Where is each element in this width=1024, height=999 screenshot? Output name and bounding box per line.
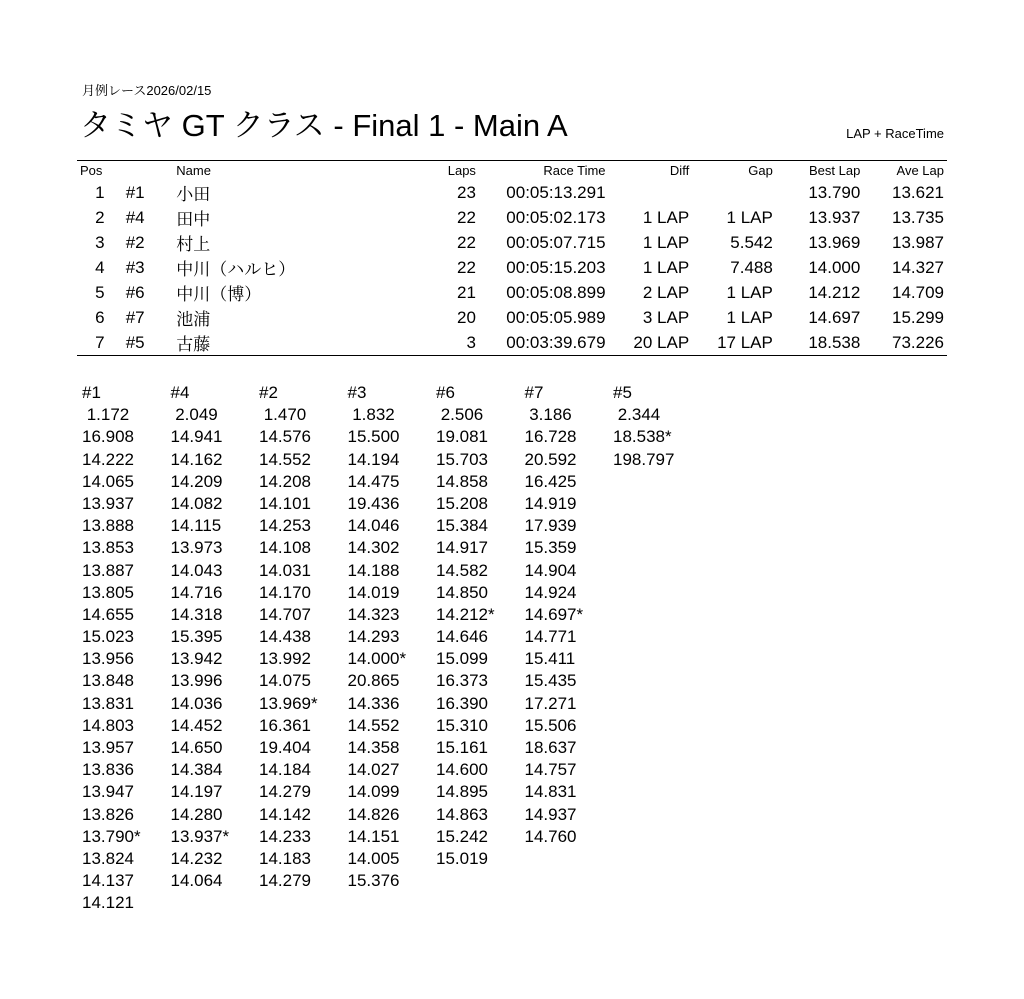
lap-time: 14.043	[170, 560, 223, 580]
lap-time: 14.323	[347, 604, 400, 624]
cell-gap	[692, 180, 776, 205]
lap-time: 14.475	[347, 471, 400, 491]
lap-column	[525, 382, 614, 915]
lap-time: 14.771	[524, 627, 577, 647]
cell-race-time: 00:05:13.291	[506, 182, 606, 202]
cell-pos: 2	[95, 207, 105, 227]
cell-best-lap: 13.969	[808, 232, 861, 252]
lap-column-car: #2	[259, 383, 278, 402]
lap-time: 15.395	[170, 627, 223, 647]
cell-name: 田中	[176, 210, 211, 229]
lap-time: 15.242	[436, 826, 488, 846]
lap-time: 14.036	[170, 693, 223, 713]
cell-car-number: #3	[125, 257, 145, 277]
cell-diff: 1 LAP	[642, 207, 690, 227]
lap-time: 3.186	[524, 405, 572, 425]
lap-time: 14.082	[170, 493, 223, 513]
lap-time: 14.212*	[436, 604, 495, 624]
cell-ave-lap: 13.987	[892, 232, 944, 252]
cell-car-number: #2	[125, 232, 145, 252]
lap-time: 14.576	[259, 427, 311, 447]
cell-ave-lap: 14.327	[892, 257, 944, 277]
lap-time: 13.996	[170, 671, 223, 691]
lap-time: 20.592	[524, 449, 577, 469]
cell-pos: 4	[95, 257, 105, 277]
lap-time: 17.271	[524, 693, 577, 713]
lap-time: 14.065	[82, 471, 134, 491]
lap-time: 13.937	[82, 493, 134, 513]
lap-time: 13.937*	[170, 826, 230, 846]
lap-time: 14.941	[170, 427, 223, 447]
results-header-row	[77, 161, 947, 181]
lap-time: 14.895	[436, 782, 488, 802]
lap-time: 14.293	[347, 627, 400, 647]
lap-time: 16.361	[259, 715, 311, 735]
cell-diff: 3 LAP	[642, 307, 690, 327]
cell-laps: 22	[457, 257, 476, 277]
lap-time: 14.280	[170, 804, 223, 824]
timing-mode: LAP + RaceTime	[846, 126, 944, 141]
event-title: 月例レース2026/02/15	[82, 83, 212, 98]
lap-time: 14.438	[259, 627, 311, 647]
cell-ave-lap: 13.735	[892, 207, 944, 227]
lap-time: 13.942	[170, 649, 223, 669]
lap-time: 13.853	[82, 538, 134, 558]
cell-car-number: #5	[125, 332, 145, 352]
lap-time: 15.161	[436, 738, 488, 757]
lap-time: 18.637	[524, 738, 577, 757]
lap-column	[613, 382, 702, 915]
lap-time: 19.404	[259, 738, 311, 757]
lap-time: 14.452	[170, 715, 223, 735]
col-name: Name	[176, 163, 211, 178]
cell-laps: 3	[466, 332, 476, 352]
lap-time: 14.222	[82, 449, 134, 469]
lap-time: 13.826	[82, 804, 134, 824]
lap-time: 14.552	[259, 449, 311, 469]
lap-time: 14.937	[524, 804, 577, 824]
cell-diff: 1 LAP	[642, 232, 690, 252]
col-race-time: Race Time	[543, 163, 606, 178]
lap-time: 16.728	[524, 427, 577, 447]
lap-time: 19.436	[347, 493, 400, 513]
lap-time: 13.992	[259, 649, 311, 669]
lap-time: 13.824	[82, 848, 134, 868]
cell-laps: 20	[457, 307, 476, 327]
result-row	[77, 180, 947, 205]
lap-time: 15.500	[347, 427, 400, 447]
cell-name: 小田	[176, 185, 211, 204]
result-row	[77, 205, 947, 230]
lap-time: 13.805	[82, 582, 134, 602]
lap-time: 14.924	[524, 582, 577, 602]
lap-time: 14.208	[259, 471, 311, 491]
lap-time: 14.075	[259, 671, 311, 691]
lap-time: 2.344	[613, 405, 661, 425]
lap-time: 15.019	[436, 848, 488, 868]
cell-gap: 5.542	[730, 232, 773, 252]
cell-best-lap: 13.937	[808, 207, 861, 227]
cell-best-lap: 14.697	[808, 307, 861, 327]
lap-time: 14.302	[347, 538, 400, 558]
result-row	[77, 230, 947, 255]
result-row	[77, 330, 947, 356]
lap-column	[436, 382, 525, 915]
cell-pos: 5	[95, 282, 105, 302]
col-ave-lap: Ave Lap	[896, 163, 944, 178]
lap-time: 14.582	[436, 560, 488, 580]
lap-time: 14.162	[170, 449, 223, 469]
lap-time: 14.697*	[524, 604, 584, 624]
lap-time: 15.023	[82, 627, 134, 647]
lap-time: 13.836	[82, 760, 134, 780]
col-pos: Pos	[80, 163, 103, 178]
lap-column-car: #5	[613, 383, 632, 402]
cell-ave-lap: 14.709	[892, 282, 944, 302]
cell-gap: 1 LAP	[726, 282, 773, 302]
lap-time: 1.470	[259, 405, 307, 425]
cell-gap: 17 LAP	[717, 332, 773, 352]
lap-time: 14.142	[259, 804, 311, 824]
lap-column-car: #1	[82, 383, 101, 402]
lap-time: 14.197	[170, 782, 223, 802]
result-row	[77, 280, 947, 305]
lap-time: 13.973	[170, 538, 223, 558]
cell-gap: 7.488	[730, 257, 773, 277]
lap-time: 14.384	[170, 760, 223, 780]
cell-car-number: #7	[125, 307, 145, 327]
cell-ave-lap: 15.299	[892, 307, 944, 327]
lap-time: 14.099	[347, 782, 400, 802]
lap-time: 14.170	[259, 582, 311, 602]
cell-name: 古藤	[176, 335, 211, 354]
lap-time: 15.310	[436, 715, 488, 735]
lap-time: 14.046	[347, 516, 400, 536]
lap-column	[171, 382, 260, 915]
lap-time: 14.233	[259, 826, 311, 846]
lap-time: 20.865	[347, 671, 400, 691]
lap-time: 2.049	[170, 405, 218, 425]
lap-time: 14.760	[524, 826, 577, 846]
cell-race-time: 00:05:02.173	[506, 207, 606, 227]
lap-time: 15.435	[524, 671, 577, 691]
lap-time: 14.757	[524, 760, 577, 780]
lap-column	[82, 382, 171, 915]
lap-time: 16.908	[82, 427, 134, 447]
cell-name: 中川（ハルヒ）	[176, 260, 296, 279]
lap-time: 14.826	[347, 804, 400, 824]
lap-time: 14.850	[436, 582, 488, 602]
lap-time: 15.384	[436, 516, 488, 536]
lap-time: 14.600	[436, 760, 488, 780]
lap-time: 17.939	[524, 516, 577, 536]
lap-time: 16.373	[436, 671, 488, 691]
lap-time: 14.064	[170, 871, 223, 891]
lap-time: 14.115	[170, 516, 222, 536]
cell-car-number: #4	[125, 207, 145, 227]
lap-time: 14.919	[524, 493, 577, 513]
lap-time: 14.194	[347, 449, 400, 469]
lap-time: 14.279	[259, 871, 311, 891]
cell-race-time: 00:03:39.679	[506, 332, 606, 352]
cell-diff: 2 LAP	[642, 282, 690, 302]
lap-column-car: #6	[436, 383, 455, 402]
lap-time: 13.957	[82, 738, 134, 757]
lap-time: 14.552	[347, 715, 400, 735]
cell-race-time: 00:05:15.203	[506, 257, 606, 277]
lap-time: 198.797	[613, 449, 675, 469]
cell-laps: 21	[457, 282, 476, 302]
lap-time: 14.858	[436, 471, 488, 491]
lap-time: 14.137	[82, 871, 134, 891]
col-gap: Gap	[748, 163, 773, 178]
col-diff: Diff	[669, 163, 690, 178]
cell-gap: 1 LAP	[726, 307, 773, 327]
col-car-number	[123, 161, 174, 181]
results-table	[77, 160, 947, 356]
result-row	[77, 305, 947, 330]
lap-time: 14.031	[259, 560, 311, 580]
lap-time: 14.803	[82, 715, 134, 735]
lap-time: 13.887	[82, 560, 134, 580]
cell-name: 中川（博）	[176, 285, 262, 304]
lap-time: 15.506	[524, 715, 577, 735]
col-laps: Laps	[447, 163, 476, 178]
result-row	[77, 255, 947, 280]
lap-column	[348, 382, 437, 915]
lap-time: 14.831	[524, 782, 577, 802]
lap-time: 14.650	[170, 738, 223, 757]
lap-time: 19.081	[436, 427, 488, 447]
lap-time: 14.019	[347, 582, 400, 602]
cell-ave-lap: 13.621	[892, 182, 944, 202]
lap-time: 15.411	[524, 649, 576, 669]
cell-diff	[609, 180, 693, 205]
cell-ave-lap: 73.226	[892, 332, 944, 352]
cell-race-time: 00:05:05.989	[506, 307, 606, 327]
cell-best-lap: 14.212	[808, 282, 861, 302]
cell-pos: 3	[95, 232, 105, 252]
cell-laps: 22	[457, 232, 476, 252]
cell-best-lap: 13.790	[808, 182, 861, 202]
cell-laps: 23	[457, 182, 476, 202]
lap-time: 2.506	[436, 405, 484, 425]
lap-time: 13.831	[82, 693, 134, 713]
lap-time: 14.184	[259, 760, 311, 780]
lap-time: 16.425	[524, 471, 577, 491]
lap-time: 14.917	[436, 538, 488, 558]
lap-time: 1.172	[82, 405, 130, 425]
lap-time: 14.209	[170, 471, 223, 491]
lap-time: 14.716	[170, 582, 223, 602]
lap-time: 14.101	[259, 493, 311, 513]
cell-race-time: 00:05:08.899	[506, 282, 606, 302]
lap-time: 13.969*	[259, 693, 318, 713]
cell-diff: 20 LAP	[633, 332, 690, 352]
cell-pos: 1	[95, 182, 105, 202]
cell-gap: 1 LAP	[726, 207, 773, 227]
lap-times-grid	[82, 382, 702, 915]
lap-time: 14.151	[347, 826, 400, 846]
lap-time: 14.183	[259, 848, 311, 868]
cell-pos: 7	[95, 332, 105, 352]
lap-time: 16.390	[436, 693, 488, 713]
lap-time: 13.947	[82, 782, 134, 802]
race-title: タミヤ GT クラス - Final 1 - Main A	[80, 108, 568, 143]
lap-time: 14.005	[347, 848, 400, 868]
cell-best-lap: 14.000	[808, 257, 861, 277]
lap-time: 14.904	[524, 560, 577, 580]
lap-time: 13.956	[82, 649, 134, 669]
lap-time: 14.253	[259, 516, 311, 536]
lap-time: 15.703	[436, 449, 488, 469]
lap-time: 18.538*	[613, 427, 672, 447]
lap-time: 13.888	[82, 516, 134, 536]
lap-time: 14.318	[170, 604, 223, 624]
cell-car-number: #1	[125, 182, 145, 202]
cell-name: 村上	[176, 235, 211, 254]
lap-time: 13.848	[82, 671, 134, 691]
col-best-lap: Best Lap	[809, 163, 861, 178]
lap-time: 13.790*	[82, 826, 141, 846]
lap-time: 14.188	[347, 560, 400, 580]
lap-time: 15.359	[524, 538, 577, 558]
lap-time: 14.279	[259, 782, 311, 802]
cell-diff: 1 LAP	[642, 257, 690, 277]
lap-time: 14.863	[436, 804, 488, 824]
cell-race-time: 00:05:07.715	[506, 232, 606, 252]
lap-time: 14.707	[259, 604, 311, 624]
lap-time: 1.832	[347, 405, 395, 425]
lap-time: 14.232	[170, 848, 223, 868]
cell-car-number: #6	[125, 282, 145, 302]
lap-time: 14.358	[347, 738, 400, 757]
lap-time: 14.336	[347, 693, 400, 713]
lap-time: 14.646	[436, 627, 488, 647]
cell-best-lap: 18.538	[808, 332, 861, 352]
lap-time: 14.000*	[347, 649, 407, 669]
cell-name: 池浦	[176, 310, 211, 329]
lap-column-car: #4	[170, 383, 190, 402]
lap-time: 14.121	[82, 893, 134, 913]
lap-time: 15.376	[347, 871, 400, 891]
lap-time: 14.655	[82, 604, 134, 624]
lap-time: 15.099	[436, 649, 488, 669]
lap-time: 15.208	[436, 493, 488, 513]
lap-time: 14.108	[259, 538, 311, 558]
lap-time: 14.027	[347, 760, 400, 780]
cell-laps: 22	[457, 207, 476, 227]
cell-pos: 6	[95, 307, 105, 327]
lap-column-car: #7	[524, 383, 544, 402]
lap-column-car: #3	[347, 383, 367, 402]
lap-column	[259, 382, 348, 915]
